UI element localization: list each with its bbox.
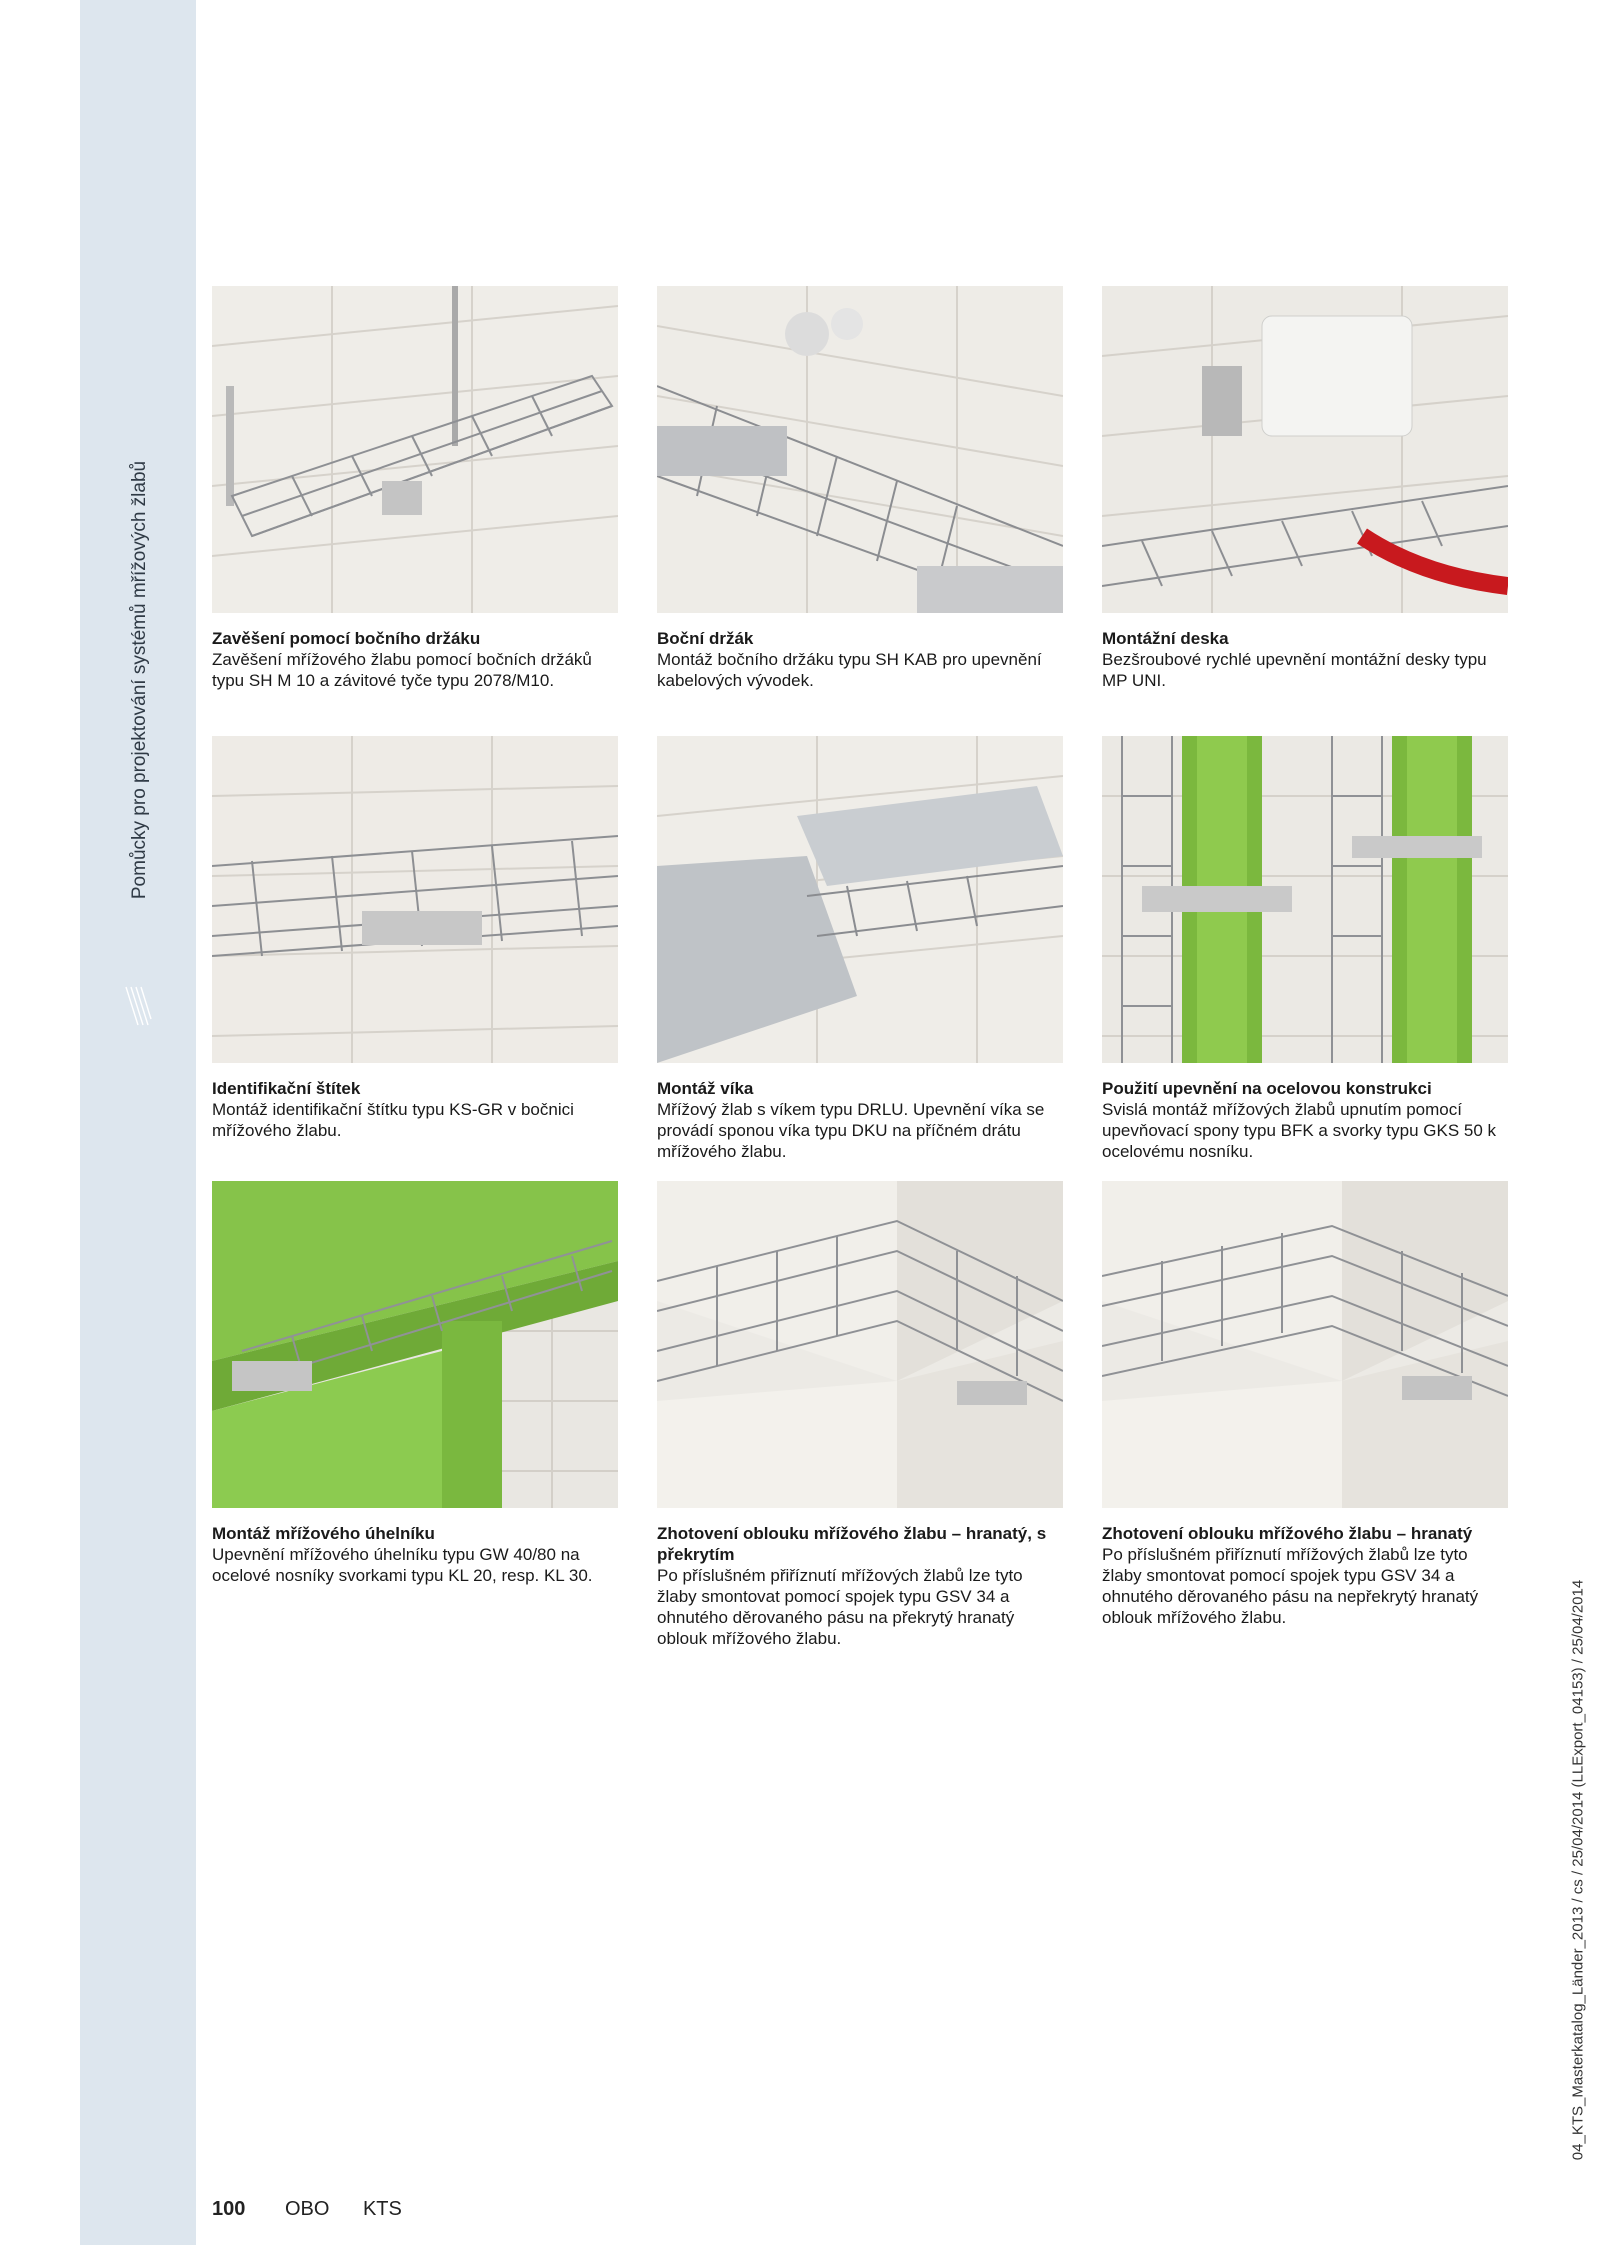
card-overlapped-bend (657, 1181, 1063, 1649)
mesh-tray-image (1102, 1181, 1508, 1508)
card-title: Zavěšení pomocí bočního držáku (212, 629, 481, 648)
card-angular-bend (1102, 1181, 1508, 1628)
caption (657, 1078, 1063, 1162)
card-mesh-angle (212, 1181, 618, 1586)
print-meta: 04_KTS_Masterkatalog_Länder_2013 / cs / 25/04/2014 (LLExport_04153) / 25/04/2014 (1569, 1579, 1587, 2161)
mesh-tray-image (212, 1181, 618, 1508)
card-steel-construction (1102, 736, 1508, 1162)
photo-identification-label (212, 736, 618, 1063)
card-cover-mounting (657, 736, 1063, 1162)
card-text: Zavěšení mřížového žlabu pomocí bočních držáků typu SH M 10 a závitové tyče typu 2078/M10. (212, 650, 592, 690)
photo-side-bracket-suspension (212, 286, 618, 613)
caption (1102, 1523, 1508, 1628)
photo-cover-mounting (657, 736, 1063, 1063)
caption (657, 628, 1063, 691)
card-title: Montáž víka (657, 1079, 754, 1098)
card-side-bracket-suspension (212, 286, 618, 691)
photo-angular-bend (1102, 1181, 1508, 1508)
card-title: Zhotovení oblouku mřížového žlabu – hranatý, s překrytím (657, 1524, 1047, 1564)
mesh-tray-image (657, 286, 1063, 613)
caption (1102, 628, 1508, 691)
card-text: Po příslušném přiříznutí mřížových žlabů lze tyto žlaby smontovat pomocí spojek typu GSV 34 a ohnutého děrovaného pásu na překrytý hranatý oblouk mřížového žlabu. (657, 1566, 1023, 1648)
card-title: Použití upevnění na ocelovou konstrukci (1102, 1079, 1432, 1098)
card-text: Mřížový žlab s víkem typu DRLU. Upevnění víka se provádí sponou víka typu DKU na příčném drátu mřížového žlabu. (657, 1100, 1045, 1161)
caption (657, 1523, 1063, 1649)
mesh-tray-image (1102, 286, 1508, 613)
card-text: Montáž bočního držáku typu SH KAB pro upevnění kabelových vývodek. (657, 650, 1042, 690)
caption (1102, 1078, 1508, 1162)
card-text: Upevnění mřížového úhelníku typu GW 40/80 na ocelové nosníky svorkami typu KL 20, resp. KL 30. (212, 1545, 593, 1585)
card-mounting-plate (1102, 286, 1508, 691)
sidebar-band (80, 0, 196, 2245)
caption (212, 1078, 618, 1141)
section-name: KTS (362, 2198, 402, 2220)
card-text: Montáž identifikační štítku typu KS-GR v bočnici mřížového žlabu. (212, 1100, 574, 1140)
photo-mesh-angle (212, 1181, 618, 1508)
page-footer (212, 2198, 402, 2221)
caption (212, 1523, 618, 1586)
photo-side-holder (657, 286, 1063, 613)
card-title: Zhotovení oblouku mřížového žlabu – hranatý (1102, 1524, 1473, 1543)
card-text: Bezšroubové rychlé upevnění montážní desky typu MP UNI. (1102, 650, 1487, 690)
mesh-tray-image (212, 736, 618, 1063)
mesh-tray-image (657, 736, 1063, 1063)
card-identification-label (212, 736, 618, 1141)
mesh-tray-image (212, 286, 618, 613)
card-title: Montážní deska (1102, 629, 1229, 648)
brand-name: OBO (284, 2198, 330, 2220)
card-title: Identifikační štítek (212, 1079, 361, 1098)
card-text: Po příslušném přiříznutí mřížových žlabů lze tyto žlaby smontovat pomocí spojek typu GSV 34 a ohnutého děrovaného pásu na nepřekrytý hranatý oblouk mřížového žlabu. (1102, 1545, 1479, 1627)
photo-steel-construction (1102, 736, 1508, 1063)
caption (212, 628, 618, 691)
mesh-tray-image (657, 1181, 1063, 1508)
photo-mounting-plate (1102, 286, 1508, 613)
illustration-grid (212, 286, 1512, 1666)
card-text: Svislá montáž mřížových žlabů upnutím pomocí upevňovací spony typu BFK a svorky typu GKS 50 k ocelovému nosníku. (1102, 1100, 1497, 1161)
card-title: Montáž mřížového úhelníku (212, 1524, 435, 1543)
decorative-lines-icon (124, 985, 152, 1027)
page-number: 100 (212, 2198, 246, 2220)
sidebar-title: Pomůcky pro projektování systémů mřížových žlabů (129, 460, 150, 900)
photo-overlapped-bend (657, 1181, 1063, 1508)
mesh-tray-image (1102, 736, 1508, 1063)
card-title: Boční držák (657, 629, 754, 648)
card-side-holder (657, 286, 1063, 691)
